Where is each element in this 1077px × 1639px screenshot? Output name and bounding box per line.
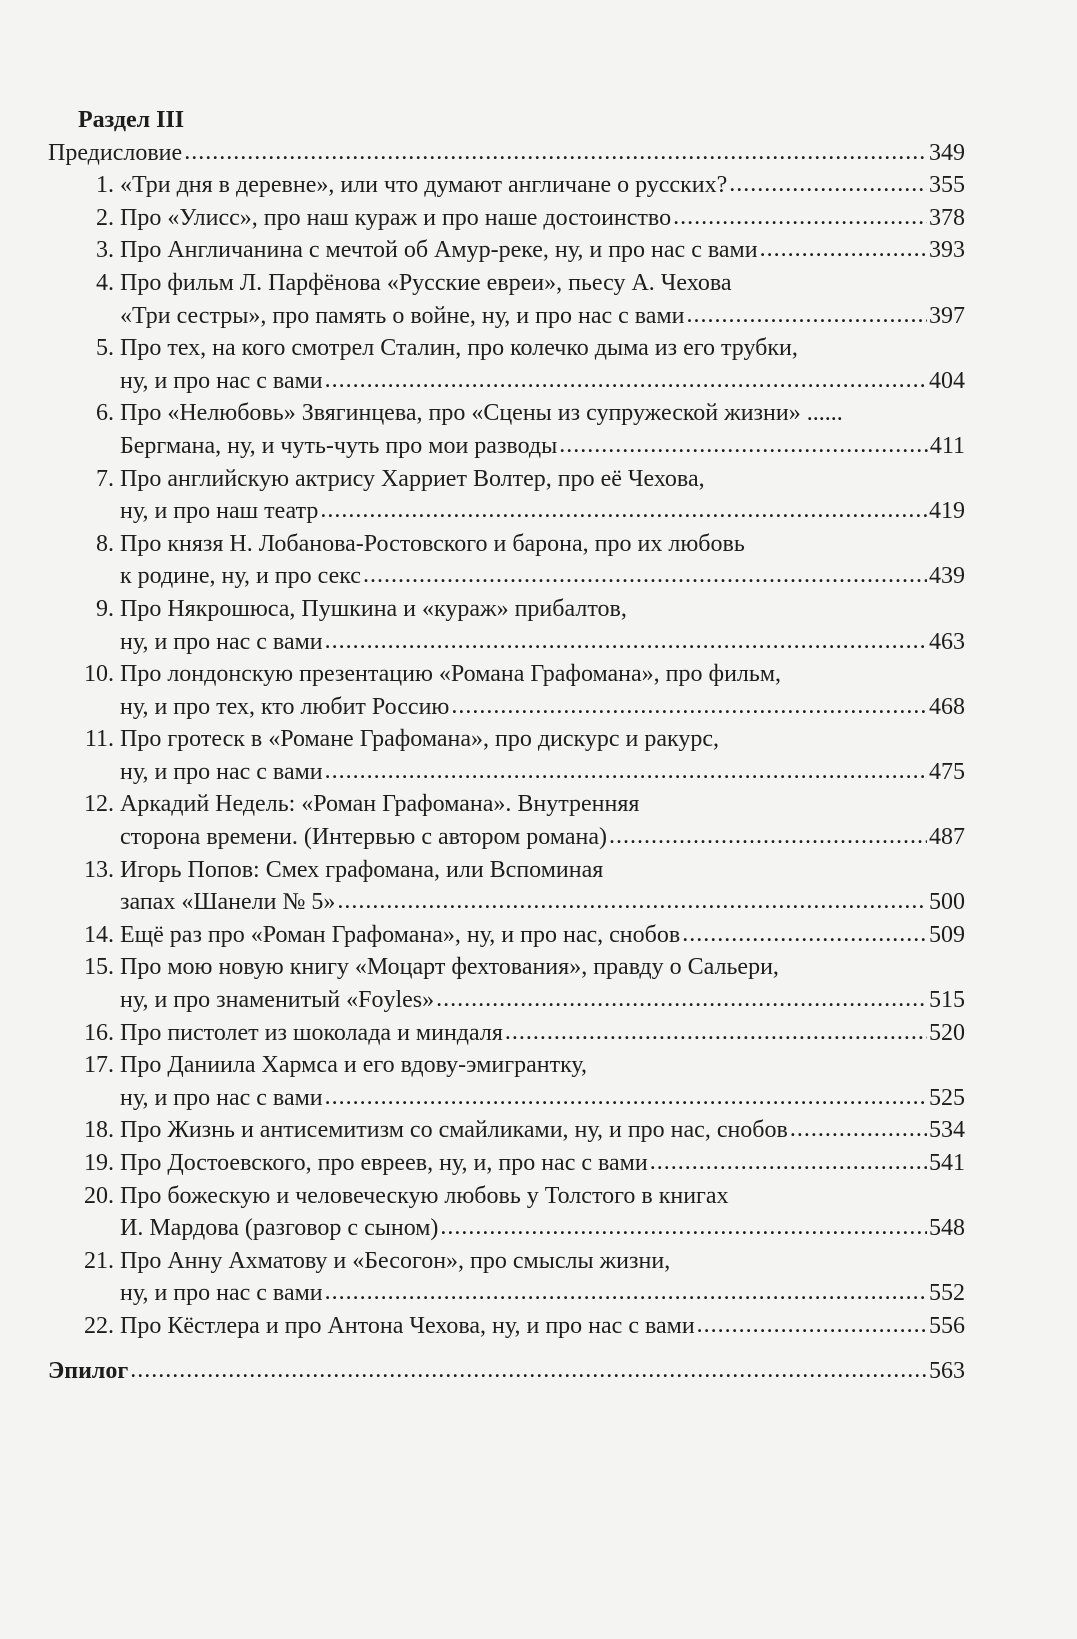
toc-entry (48, 169, 965, 202)
toc-entry (48, 951, 965, 1016)
toc-entry-title-line: Про «Нелюбовь» Звягинцева, про «Сцены из супружеской жизни» ...... (120, 400, 843, 427)
toc-entry-title-line: И. Мардова (разговор с сыном) (120, 1215, 439, 1242)
toc-entry-number: 11. (84, 726, 114, 753)
toc-entry-number: 6. (96, 400, 114, 427)
toc-entry-number: 4. (96, 269, 114, 296)
page-number: 515 (929, 987, 965, 1014)
toc-entry-number: 7. (96, 465, 114, 492)
toc-entry-title-line: Про божескую и человеческую любовь у Толстого в книгах (120, 1182, 729, 1209)
page-number: 541 (929, 1150, 965, 1176)
toc-entry-title-line: Про Англичанина с мечтой об Амур-реке, ну, и про нас с вами (120, 237, 758, 264)
toc-entry-number: 2. (96, 204, 114, 231)
toc-entry (48, 593, 965, 658)
toc-entry (48, 854, 965, 919)
dot-leader (650, 1146, 927, 1179)
toc-entry-number: 1. (96, 172, 114, 199)
page-number: 509 (929, 921, 965, 948)
toc-entry-preface (48, 137, 965, 170)
page-number: 468 (929, 693, 965, 720)
toc-entry (48, 332, 965, 397)
toc-entry-number: 20. (84, 1182, 114, 1209)
dot-leader (760, 233, 927, 266)
toc-entry-number: 12. (84, 791, 114, 818)
toc-entry (48, 1245, 965, 1310)
page-number: 534 (929, 1117, 965, 1144)
dot-leader (337, 885, 927, 918)
page-number: 520 (929, 1019, 965, 1046)
toc-entry-number: 14. (84, 921, 114, 948)
toc-entry-number: 21. (84, 1247, 114, 1274)
toc-entry-title-line: «Три сестры», про память о войне, ну, и про нас с вами (120, 302, 685, 329)
page-number: 463 (929, 628, 965, 655)
toc-entry-title-line: Про мою новую книгу «Моцарт фехтования», правду о Сальери, (120, 954, 779, 981)
toc-entry-number: 13. (84, 856, 114, 883)
toc-entry-title-line: Про Достоевского, про евреев, ну, и, про нас с вами (120, 1150, 648, 1176)
toc-entry (48, 658, 965, 723)
page-number: 404 (929, 367, 965, 394)
toc-entry (48, 1147, 965, 1180)
toc-entry-title-line: Про гротеск в «Романе Графомана», про дискурс и ракурс, (120, 726, 719, 753)
dot-leader (325, 364, 927, 397)
toc-entry-title-line: ну, и про тех, кто любит Россию (120, 693, 450, 720)
page-number: 355 (929, 172, 965, 199)
toc-entry-title-line: ну, и про нас с вами (120, 628, 323, 655)
toc-entry-title-line: Про тех, на кого смотрел Сталин, про колечко дыма из его трубки, (120, 335, 798, 362)
toc-entry-title-line: Аркадий Недель: «Роман Графомана». Внутренняя (120, 791, 640, 818)
toc-entry-title-line: Игорь Попов: Смех графомана, или Вспоминая (120, 856, 604, 883)
dot-leader (130, 1354, 927, 1387)
toc-entry-title-line: ну, и про наш театр (120, 498, 319, 525)
section-heading: Раздел III (78, 107, 185, 133)
dot-leader (729, 168, 927, 201)
toc-entry-title-line: к родине, ну, и про секс (120, 563, 361, 590)
toc-entries (48, 169, 965, 1342)
dot-leader (325, 1081, 927, 1114)
page-number: 556 (929, 1312, 965, 1339)
dot-leader (686, 299, 927, 332)
toc-entry-title-line: ну, и про нас с вами (120, 758, 323, 785)
dot-leader (451, 690, 927, 723)
toc-entry-number: 15. (84, 954, 114, 981)
page-number: 378 (929, 204, 965, 231)
page-number: 439 (929, 563, 965, 590)
toc-entry-number: 16. (84, 1019, 114, 1046)
toc-entry-title-line: Про фильм Л. Парфёнова «Русские евреи», пьесу А. Чехова (120, 269, 732, 296)
page-number: 500 (929, 889, 965, 916)
toc-entry-title-line: Про Даниила Хармса и его вдову-эмигрантку, (120, 1052, 587, 1079)
dot-leader (325, 625, 927, 658)
toc-entry-title-line: Ещё раз про «Роман Графомана», ну, и про нас, снобов (120, 921, 681, 948)
toc-entry-number: 3. (96, 237, 114, 264)
page-number: 397 (929, 302, 965, 329)
dot-leader (682, 918, 927, 951)
page-number: 475 (929, 758, 965, 785)
toc-entry-title-line: Про Анну Ахматову и «Бесогон», про смыслы жизни, (120, 1247, 671, 1274)
toc-entry-title-line: Про английскую актрису Харриет Волтер, про её Чехова, (120, 465, 705, 492)
toc-entry-number: 5. (96, 335, 114, 362)
page-number: 419 (929, 498, 965, 525)
page-number: 548 (929, 1215, 965, 1242)
toc-entry (48, 1310, 965, 1343)
toc-entry (48, 919, 965, 952)
toc-entry-title-line: запах «Шанели № 5» (120, 889, 336, 916)
page-number: 552 (929, 1280, 965, 1307)
toc-entry-title-line: Про пистолет из шоколада и миндаля (120, 1019, 503, 1046)
toc-entry-title-line: сторона времени. (Интервью с автором романа) (120, 824, 607, 851)
toc-entry (48, 234, 965, 267)
page-number: 393 (929, 237, 965, 264)
toc-entry-title-line: Бергмана, ну, и чуть-чуть про мои разводы (120, 432, 558, 459)
toc-entry (48, 788, 965, 853)
toc-entry-title-line: «Три дня в деревне», или что думают англичане о русских? (120, 172, 728, 199)
toc-entry-number: 10. (84, 661, 114, 688)
toc-entry (48, 267, 965, 332)
dot-leader (673, 201, 927, 234)
toc-entry-title-line: Про Някрошюса, Пушкина и «кураж» прибалтов, (120, 595, 627, 622)
toc-entry (48, 528, 965, 593)
toc-entry-title-line: ну, и про знаменитый «Foyles» (120, 987, 435, 1014)
table-of-contents (48, 104, 965, 1387)
toc-entry-title-line: Про лондонскую презентацию «Романа Графомана», про фильм, (120, 661, 782, 688)
dot-leader (436, 983, 927, 1016)
toc-entry-number: 22. (84, 1312, 114, 1339)
page-number: 563 (929, 1357, 965, 1384)
dot-leader (609, 820, 927, 853)
toc-entry-number: 18. (84, 1117, 114, 1144)
toc-entry (48, 1180, 965, 1245)
dot-leader (505, 1016, 927, 1049)
dot-leader (790, 1113, 927, 1146)
toc-entry-number: 8. (96, 530, 114, 557)
toc-entry (48, 1017, 965, 1050)
toc-entry (48, 397, 965, 462)
toc-entry-number: 19. (84, 1150, 114, 1176)
toc-entry-title: Эпилог (48, 1357, 129, 1384)
toc-entry-title-line: Про Жизнь и антисемитизм со смайликами, ну, и про нас, снобов (120, 1117, 788, 1144)
toc-entry-title-line: ну, и про нас с вами (120, 1280, 323, 1307)
toc-entry-number: 17. (84, 1052, 114, 1079)
dot-leader (325, 1276, 927, 1309)
toc-entry (48, 463, 965, 528)
dot-leader (320, 494, 927, 527)
toc-entry (48, 723, 965, 788)
toc-entry-title: Предисловие (48, 139, 183, 166)
toc-entry-number: 9. (96, 595, 114, 622)
toc-entry-title-line: ну, и про нас с вами (120, 1084, 323, 1111)
toc-entry-title-line: Про князя Н. Лобанова-Ростовского и барона, про их любовь (120, 530, 745, 557)
page-number: 349 (929, 139, 965, 166)
page-number: 411 (929, 432, 965, 459)
dot-leader (440, 1211, 927, 1244)
dot-leader (184, 136, 927, 169)
dot-leader (363, 559, 927, 592)
toc-entry-title-line: ну, и про нас с вами (120, 367, 323, 394)
toc-entry (48, 202, 965, 235)
page-number: 525 (929, 1084, 965, 1111)
page-number: 487 (929, 824, 965, 851)
toc-entry-epilog (48, 1355, 965, 1388)
toc-entry-title-line: Про «Улисс», про наш кураж и про наше достоинство (120, 204, 672, 231)
dot-leader (559, 429, 928, 462)
dot-leader (325, 755, 927, 788)
toc-entry (48, 1114, 965, 1147)
toc-entry (48, 1049, 965, 1114)
toc-entry-title-line: Про Кёстлера и про Антона Чехова, ну, и про нас с вами (120, 1312, 695, 1339)
dot-leader (697, 1309, 927, 1342)
